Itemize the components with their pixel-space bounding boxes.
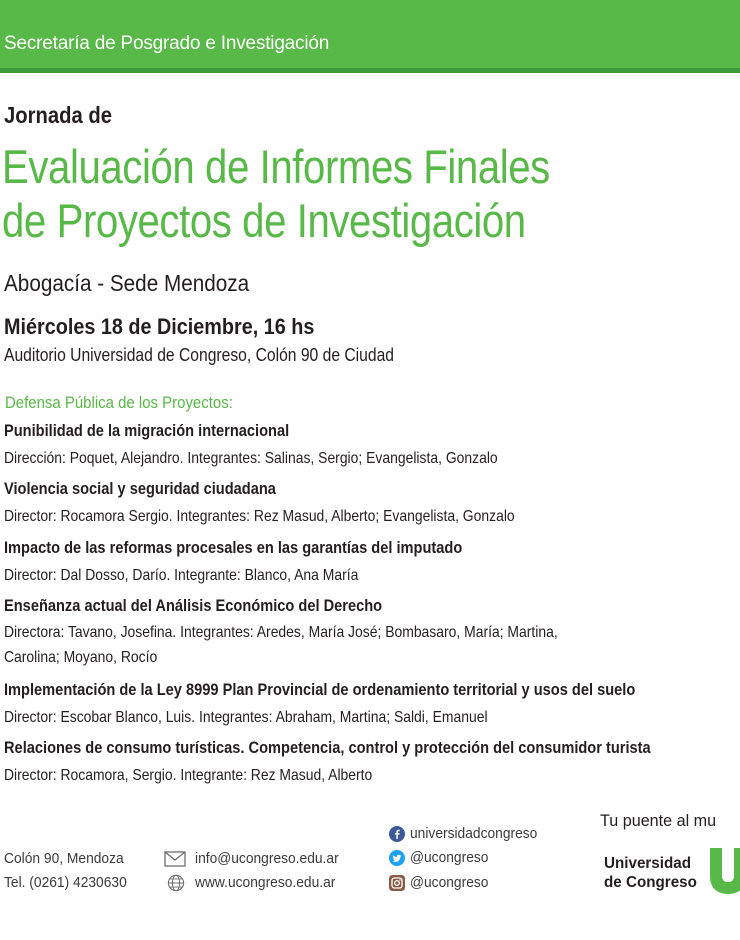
event-venue: Auditorio Universidad de Congreso, Colón 90 de Ciudad bbox=[4, 345, 395, 365]
tagline: Tu puente al mu bbox=[600, 811, 717, 830]
logo-line-2: de Congreso bbox=[604, 874, 697, 891]
project-title: Enseñanza actual del Análisis Económico del Derecho bbox=[4, 596, 383, 615]
address-line: Colón 90, Mendoza bbox=[4, 850, 124, 867]
project-team bbox=[4, 763, 372, 788]
project-team bbox=[4, 705, 488, 730]
project-team bbox=[4, 563, 358, 588]
header-divider bbox=[0, 68, 740, 73]
twitter-handle[interactable]: @ucongreso bbox=[410, 849, 489, 866]
event-subtitle: Abogacía - Sede Mendoza bbox=[4, 270, 250, 296]
project-team-line: Dirección: Poquet, Alejandro. Integrantes: Salinas, Sergio; Evangelista, Gonzalo bbox=[4, 450, 498, 467]
project-title: Violencia social y seguridad ciudadana bbox=[4, 479, 276, 498]
event-title-line-1: Evaluación de Informes Finales bbox=[2, 140, 550, 193]
instagram-icon[interactable] bbox=[389, 875, 405, 891]
project-team-line: Carolina; Moyano, Rocío bbox=[4, 649, 158, 666]
project-title: Punibilidad de la migración internacional bbox=[4, 421, 290, 440]
mail-icon bbox=[164, 850, 186, 868]
facebook-icon[interactable] bbox=[389, 826, 405, 842]
project-title: Relaciones de consumo turísticas. Competencia, control y protección del consumidor turista bbox=[4, 738, 651, 757]
project-team bbox=[4, 620, 558, 670]
projects-heading: Defensa Pública de los Proyectos: bbox=[5, 393, 233, 412]
twitter-icon[interactable] bbox=[389, 850, 405, 866]
project-team-line: Director: Dal Dosso, Darío. Integrante: Blanco, Ana María bbox=[4, 567, 359, 584]
event-title-line-2: de Proyectos de Investigación bbox=[2, 194, 526, 247]
project-team-line: Director: Rocamora, Sergio. Integrante: Rez Masud, Alberto bbox=[4, 767, 373, 784]
event-lead: Jornada de bbox=[4, 102, 112, 128]
facebook-handle[interactable]: universidadcongreso bbox=[410, 825, 538, 842]
project-team bbox=[4, 446, 498, 471]
project-team-line: Director: Escobar Blanco, Luis. Integrantes: Abraham, Martina; Saldi, Emanuel bbox=[4, 709, 488, 726]
event-date: Miércoles 18 de Diciembre, 16 hs bbox=[4, 314, 315, 339]
event-title bbox=[2, 140, 550, 248]
website-link[interactable]: www.ucongreso.edu.ar bbox=[195, 874, 336, 891]
email-link[interactable]: info@ucongreso.edu.ar bbox=[195, 850, 339, 867]
project-team-line: Director: Rocamora Sergio. Integrantes: Rez Masud, Alberto; Evangelista, Gonzalo bbox=[4, 508, 515, 525]
project-title: Implementación de la Ley 8999 Plan Provincial de ordenamiento territorial y usos del suelo bbox=[4, 680, 636, 699]
project-title: Impacto de las reformas procesales en las garantías del imputado bbox=[4, 538, 463, 557]
department-name: Secretaría de Posgrado e Investigación bbox=[4, 33, 330, 54]
project-team bbox=[4, 504, 515, 529]
instagram-handle[interactable]: @ucongreso bbox=[410, 874, 489, 891]
university-logo-mark bbox=[708, 848, 740, 894]
project-team-line: Directora: Tavano, Josefina. Integrantes: Aredes, María José; Bombasaro, María; Martina, bbox=[4, 624, 558, 641]
header-bar bbox=[0, 0, 740, 68]
phone-line: Tel. (0261) 4230630 bbox=[4, 874, 127, 891]
globe-icon bbox=[165, 874, 187, 892]
logo-line-1: Universidad bbox=[604, 855, 692, 872]
